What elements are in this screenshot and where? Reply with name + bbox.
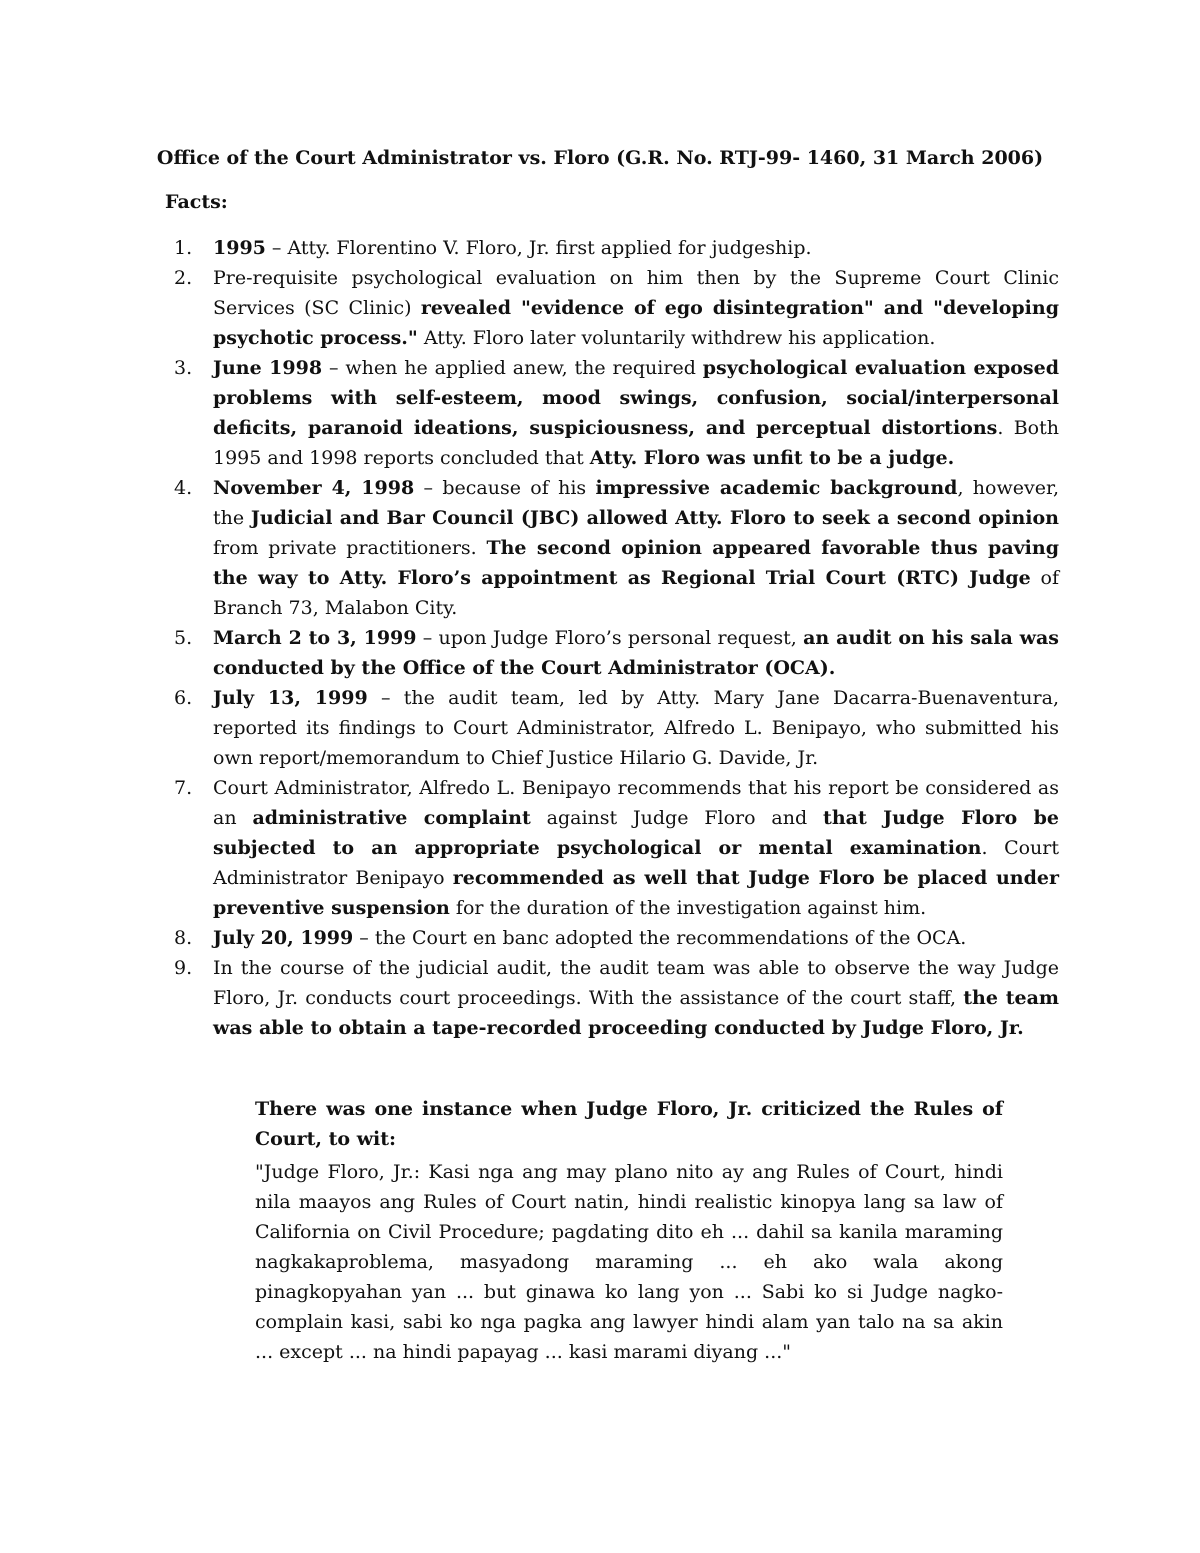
- fact-number: 3.: [174, 357, 193, 379]
- fact-text-bold: the team was able to obtain a tape-recorded proceeding conducted by Judge Floro, Jr.: [213, 987, 1059, 1039]
- fact-text: – Atty. Florentino V. Floro, Jr. first applied for judgeship.: [265, 237, 812, 259]
- fact-text-bold: November 4, 1998: [213, 477, 415, 499]
- fact-text-bold: an audit on his sala was conducted by the Office of the Court Administrator (OCA).: [213, 627, 1059, 679]
- fact-text-bold: July 20, 1999: [213, 927, 354, 949]
- document-title: Office of the Court Administrator vs. Floro (G.R. No. RTJ-99- 1460, 31 March 2006): [156, 147, 1044, 169]
- fact-number: 9.: [174, 957, 193, 979]
- fact-text-bold: March 2 to 3, 1999: [213, 627, 417, 649]
- facts-list: [0, 233, 1059, 1043]
- quote-text: "Judge Floro, Jr.: Kasi nga ang may plano nito ay ang Rules of Court, hindi nila maayos ang Rules of Court natin, hindi realistic kinopya lang sa law of California on Civil Procedure; pagdating dito eh ... dahil sa kanila maraming nagkakaproblema, masyadong maraming ... eh ako wala akong pinagkopyahan yan ... but ginawa ko lang yon ... Sabi ko si Judge nagko-complain kasi, sabi ko nga pagka ang lawyer hindi alam yan talo na sa akin ... except ... na hindi papayag ... kasi marami diyang ...": [255, 1161, 1003, 1363]
- fact-item: [0, 773, 1059, 923]
- fact-text-bold: July 13, 1999: [213, 687, 368, 709]
- fact-text-bold: Judicial and Bar Council (JBC) allowed Atty. Floro to seek a second opinion: [250, 507, 1059, 529]
- fact-text: – the Court en banc adopted the recommendations of the OCA.: [353, 927, 967, 949]
- fact-number: 7.: [174, 777, 193, 799]
- quote-heading: There was one instance when Judge Floro, Jr. criticized the Rules of Court, to wit:: [255, 1098, 1003, 1150]
- fact-text-bold: recommended as well that Judge Floro be placed under preventive suspension: [213, 867, 1059, 919]
- fact-text: – the audit team, led by Atty. Mary Jane Dacarra-Buenaventura, reported its findings to Court Administrator, Alfredo L. Benipayo, who submitted his own report/memorandum to Chief Justice Hilario G. Davide, Jr.: [213, 687, 1059, 769]
- fact-text: – upon Judge Floro’s personal request,: [416, 627, 804, 649]
- fact-text: Pre-requisite psychological evaluation on him then by the Supreme Court Clinic Services (SC Clinic): [213, 267, 1059, 319]
- fact-item: [0, 923, 1059, 953]
- fact-text: – when he applied anew, the required: [322, 357, 703, 379]
- fact-item: [0, 683, 1059, 773]
- fact-text: Court Administrator, Alfredo L. Benipayo recommends that his report be considered as an: [213, 777, 1059, 829]
- fact-number: 2.: [174, 267, 193, 289]
- fact-item: [0, 953, 1059, 1043]
- fact-text: Atty. Floro later voluntarily withdrew his application.: [417, 327, 936, 349]
- fact-number: 6.: [174, 687, 193, 709]
- fact-item: [0, 623, 1059, 683]
- fact-text: . Court Administrator Benipayo: [213, 837, 1059, 889]
- fact-text: . Both 1995 and 1998 reports concluded that: [213, 417, 1059, 469]
- fact-text-bold: The second opinion appeared favorable thus paving the way to Atty. Floro’s appointment as Regional Trial Court (RTC) Judge: [213, 537, 1059, 589]
- fact-text: In the course of the judicial audit, the audit team was able to observe the way Judge Floro, Jr. conducts court proceedings. With the assistance of the court staff,: [213, 957, 1059, 1009]
- fact-item: [0, 473, 1059, 623]
- fact-text-bold: that Judge Floro be subjected to an appropriate psychological or mental examination: [213, 807, 1059, 859]
- fact-text: for the duration of the investigation against him.: [449, 897, 927, 919]
- fact-text: against Judge Floro and: [530, 807, 824, 829]
- fact-number: 8.: [174, 927, 193, 949]
- fact-text: from private practitioners.: [213, 537, 487, 559]
- fact-text: of Branch 73, Malabon City.: [213, 567, 1059, 619]
- fact-text-bold: revealed "evidence of ego disintegration" and "developing psychotic process.": [213, 297, 1059, 349]
- fact-text: , however, the: [213, 477, 1060, 529]
- fact-item: [0, 263, 1059, 353]
- fact-text: – because of his: [414, 477, 596, 499]
- facts-heading: Facts:: [165, 191, 228, 213]
- fact-text-bold: psychological evaluation exposed problems with self-esteem, mood swings, confusion, social/interpersonal deficits, paranoid ideations, suspiciousness, and perceptual distortions: [213, 357, 1060, 439]
- fact-text-bold: Atty. Floro was unfit to be a judge.: [589, 447, 955, 469]
- fact-text-bold: impressive academic background: [595, 477, 958, 499]
- fact-number: 4.: [174, 477, 193, 499]
- quote-block: [255, 1094, 1003, 1367]
- fact-text-bold: 1995: [213, 237, 266, 259]
- fact-number: 5.: [174, 627, 193, 649]
- fact-text-bold: June 1998: [213, 357, 323, 379]
- fact-number: 1.: [174, 237, 193, 259]
- fact-text-bold: administrative complaint: [252, 807, 531, 829]
- fact-item: [0, 233, 1059, 263]
- fact-item: [0, 353, 1059, 473]
